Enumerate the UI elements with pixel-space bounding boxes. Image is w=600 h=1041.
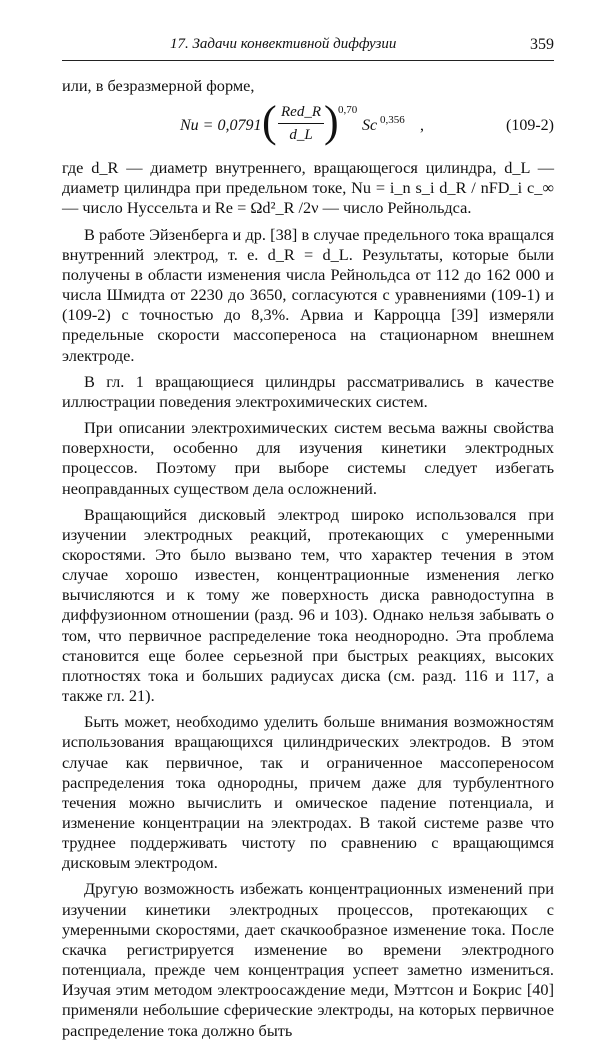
paragraph-eisenberg: В работе Эйзенберга и др. [38] в случае предельного тока вращался внутренний электрод, т. е. d_R = d_L. Результаты, которые были получены в области изменения числа Рейнольдса от 112 до 162 000 и числа Шмидта от 2230 до 3650, согласуются с уравнениями (109-1) и (109-2) с точностью до 8,3%. Арвиа и Карроцца [39] измеряли предельные скорости массопереноса на стационарном внешнем электроде. bbox=[62, 224, 554, 365]
running-title: 17. Задачи конвективной диффузии bbox=[170, 36, 397, 52]
exponent-2: 0,356 bbox=[380, 114, 405, 127]
fraction-bar bbox=[278, 123, 324, 124]
fraction-numerator: Red_R bbox=[281, 104, 321, 121]
paragraph-surface: При описании электрохимических систем весьма важны свойства поверхности, особенно для изучения кинетики электродных процессов. Поэтому при выборе системы следует избегать неоправданных существом дела осложнений. bbox=[62, 418, 554, 498]
paragraph-current-step: Другую возможность избежать концентрационных изменений при изучении кинетики электродных процессов, протекающих с умеренными скоростями, дает скачкообразное изменение тока. После скачка регистрируется изменение во времени электродного потенциала, прежде чем концентрация успеет заметно измениться. Изучая этим методом электроосаждение меди, Мэттсон и Бокрис [40] применяли небольшие сферические электроды, на которых первичное распределение тока должно быть bbox=[62, 879, 554, 1040]
fraction-denominator: d_L bbox=[289, 127, 313, 144]
schmidt-symbol: Sc bbox=[362, 117, 378, 135]
equation-109-2 bbox=[62, 98, 554, 154]
right-paren: ) bbox=[324, 97, 339, 147]
paragraph-rotating-disk: Вращающийся дисковый электрод широко использовался при изучении электродных реакций, протекающих с умеренными скоростями. Это было вызвано тем, что характер течения в этом случае хорошо известен, концентрационные изменения легко вычисляются и к тому же поверхность диска равнодоступна в диффузионном отношении (разд. 96 и 103). Однако нельзя забывать о том, что первичное распределение тока неоднородно. Эта проблема становится еще более серьезной при быстрых реакциях, высоких плотностях тока и больших радиусах диска (см. разд. 116 и 117, а также гл. 21). bbox=[62, 504, 554, 706]
paragraph-chapter1: В гл. 1 вращающиеся цилиндры рассматривались в качестве иллюстрации поведения электрохимических систем. bbox=[62, 371, 554, 411]
equation-comma: , bbox=[420, 117, 424, 135]
paragraph-definitions: где d_R — диаметр внутреннего, вращающегося цилиндра, d_L — диаметр цилиндра при предельном токе, Nu = i_n s_i d_R / nFD_i c_∞ — число Нуссельта и Re = Ωd²_R /2ν — число Рейнольдса. bbox=[62, 158, 554, 218]
page-number: 359 bbox=[530, 36, 554, 53]
equation-lhs: Nu = 0,0791 bbox=[180, 117, 262, 135]
equation-fraction bbox=[278, 102, 324, 145]
body-text bbox=[62, 76, 554, 1041]
left-paren: ( bbox=[262, 97, 277, 147]
equation-number: (109-2) bbox=[506, 117, 554, 135]
intro-line: или, в безразмерной форме, bbox=[62, 76, 255, 95]
paragraph-rotating-cylinder: Быть может, необходимо уделить больше внимания возможностям использования вращающихся цилиндрических электродов. В этом случае как первичное, так и ограниченное массопереносом распределения тока однородны, причем даже для турбулентного течения можно вычислить и омическое падение потенциала, и изменение концентрации на электродах. В такой системе разве что труднее поддерживать чистоту по сравнению с вращающимся дисковым электродом. bbox=[62, 712, 554, 873]
exponent-1: 0,70 bbox=[338, 104, 358, 117]
header-rule bbox=[62, 60, 554, 61]
